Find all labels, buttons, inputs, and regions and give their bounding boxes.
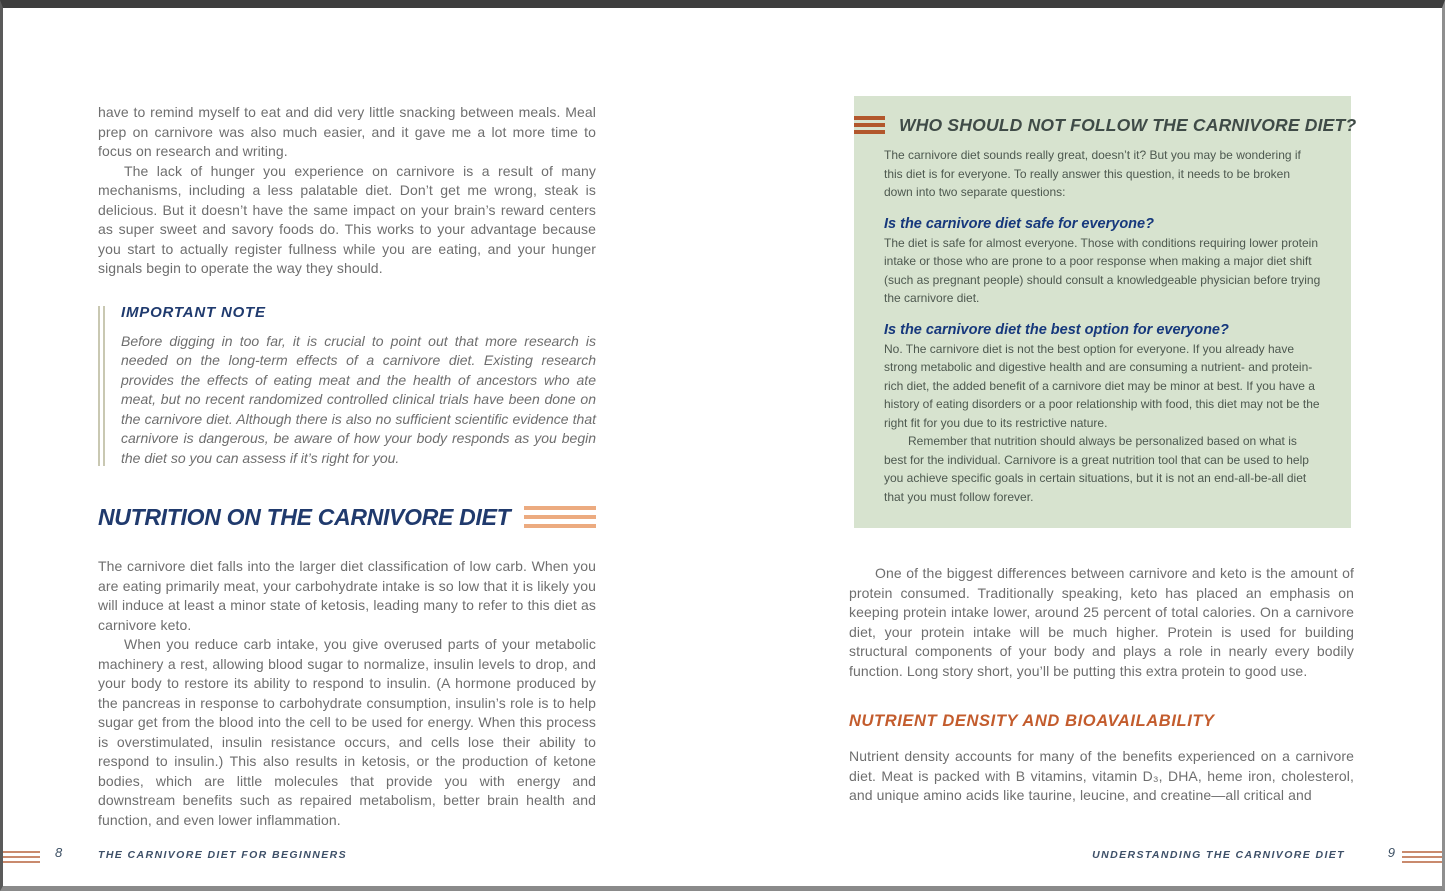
- paragraph: When you reduce carb intake, you give overused parts of your metabolic machinery a rest, allowing blood sugar to normalize, insulin levels to drop, and your body to restore its ability to respond to insulin. (A hormone produced by the pancreas in response to carbohydrate consumption, insulin’s role is to help sugar get from the blood into the cell to be used for energy. When this process is overstimulated, insulin resistance occurs, and cells lose their ability to respond to insulin.) This also results in ketosis, or the production of ketone bodies, which are little molecules that provide you with energy and downstream benefits such as repaired metabolism, better brain health and function, and even lower inflammation.: [98, 636, 596, 828]
- callout-box: [854, 96, 1357, 528]
- callout-intro: The carnivore diet sounds really great, doesn’t it? But you may be wondering if this diet is for everyone. To really answer this question, it needs to be broken down into two separate questions:: [884, 148, 1301, 199]
- deco-line: [524, 506, 596, 510]
- paragraph: have to remind myself to eat and did very little snacking between meals. Meal prep on carnivore was also much easier, and it gave me a lot more time to focus on research and writing.: [98, 104, 596, 159]
- page-number: 8: [55, 845, 63, 860]
- callout-question: Is the carnivore diet safe for everyone?: [884, 215, 1154, 232]
- deco-line: [3, 861, 40, 864]
- right-page-footer: [719, 845, 1442, 863]
- deco-line: [524, 515, 596, 519]
- callout-title: WHO SHOULD NOT FOLLOW THE CARNIVORE DIET?: [899, 114, 1357, 135]
- callout-question: Is the carnivore diet the best option for everyone?: [884, 321, 1229, 338]
- left-page-footer: [3, 845, 725, 863]
- callout-answer: The diet is safe for almost everyone. Those with conditions requiring lower protein intake or those who are prone to a poor response when making a major diet shift (such as pregnant people) should consult a knowledgeable physician before trying the carnivore diet.: [884, 235, 1321, 305]
- paragraph: The lack of hunger you experience on carnivore is a result of many mechanisms, including a less palatable diet. Don’t get me wrong, steak is delicious. But it doesn’t have the same impact on your brain’s reward centers as super sweet and savory foods do. This works to your advantage because you start to actually register fullness while you are eating, and your hunger signals begin to operate the way they should.: [98, 162, 596, 276]
- triple-lines-icon: [854, 113, 885, 137]
- callout-title-row: [854, 113, 1357, 137]
- deco-line: [1402, 861, 1442, 864]
- deco-line: [854, 130, 885, 134]
- note-side-rule: [98, 306, 105, 467]
- running-title: THE CARNIVORE DIET FOR BEGINNERS: [98, 848, 347, 861]
- deco-line: [3, 856, 40, 859]
- deco-line: [854, 116, 885, 120]
- left-page-text-column: [98, 103, 596, 830]
- note-title: IMPORTANT NOTE: [121, 303, 266, 321]
- triple-lines-icon: [1402, 848, 1442, 866]
- deco-line: [524, 524, 596, 528]
- section-heading-row: [98, 501, 596, 533]
- paragraph: One of the biggest differences between carnivore and keto is the amount of protein consumed. Traditionally speaking, keto has placed an emphasis on keeping protein intake lower, around 25 percent of total calories. On a carnivore diet, your protein intake will be much higher. Protein is used for building structural components of your body and plays a role in nearly every bodily function. Long story short, you’ll be putting this extra protein to good use.: [849, 565, 1354, 679]
- right-page-text-column: [849, 564, 1354, 806]
- deco-line: [3, 851, 40, 854]
- deco-line: [854, 123, 885, 127]
- page-number: 9: [1387, 845, 1395, 860]
- callout-answer: No. The carnivore diet is not the best option for everyone. If you already have strong metabolic and digestive health and are consuming a nutrient- and protein-rich diet, the added benefit of a carnivore diet may be minor at best. If you have a history of eating disorders or a poor relationship with food, this diet may not be the right fit for you due to its restrictive nature.: [884, 341, 1320, 430]
- note-body: Before digging in too far, it is crucial to point out that more research is needed on the long-term effects of a carnivore diet. Existing research provides the effects of eating meat and the health of ancestors who ate meat, but no recent randomized controlled clinical trials have been done on the carnivore diet. Although there is also no sufficient scientific evidence that carnivore is dangerous, be aware of how your body responds as you begin the diet so you can assess if it’s right for you.: [121, 332, 596, 466]
- triple-lines-icon: [524, 501, 596, 533]
- deco-line: [1402, 851, 1442, 854]
- section-heading: NUTRITION ON THE CARNIVORE DIET: [98, 503, 511, 530]
- running-title: UNDERSTANDING THE CARNIVORE DIET: [1092, 848, 1345, 861]
- callout-answer: Remember that nutrition should always be personalized based on what is best for the individual. Carnivore is a great nutrition tool that can be used to help you achieve specific goals in certain situations, but it is not an end-all-be-all diet that you must follow forever.: [884, 434, 1309, 504]
- section-heading: NUTRIENT DENSITY AND BIOAVAILABILITY: [849, 712, 1215, 730]
- paragraph: Nutrient density accounts for many of the benefits experienced on a carnivore diet. Meat is packed with B vitamins, vitamin D₃, DHA, heme iron, cholesterol, and unique amino acids like taurine, leucine, and creatine—all critical and: [849, 748, 1354, 803]
- important-note-block: [98, 304, 596, 469]
- paragraph: The carnivore diet falls into the larger diet classification of low carb. When you are eating primarily meat, your carbohydrate intake is so low that it is likely you will induce at least a minor state of ketosis, leading many to refer to this diet as carnivore keto.: [98, 558, 596, 633]
- triple-lines-icon: [3, 848, 40, 866]
- deco-line: [1402, 856, 1442, 859]
